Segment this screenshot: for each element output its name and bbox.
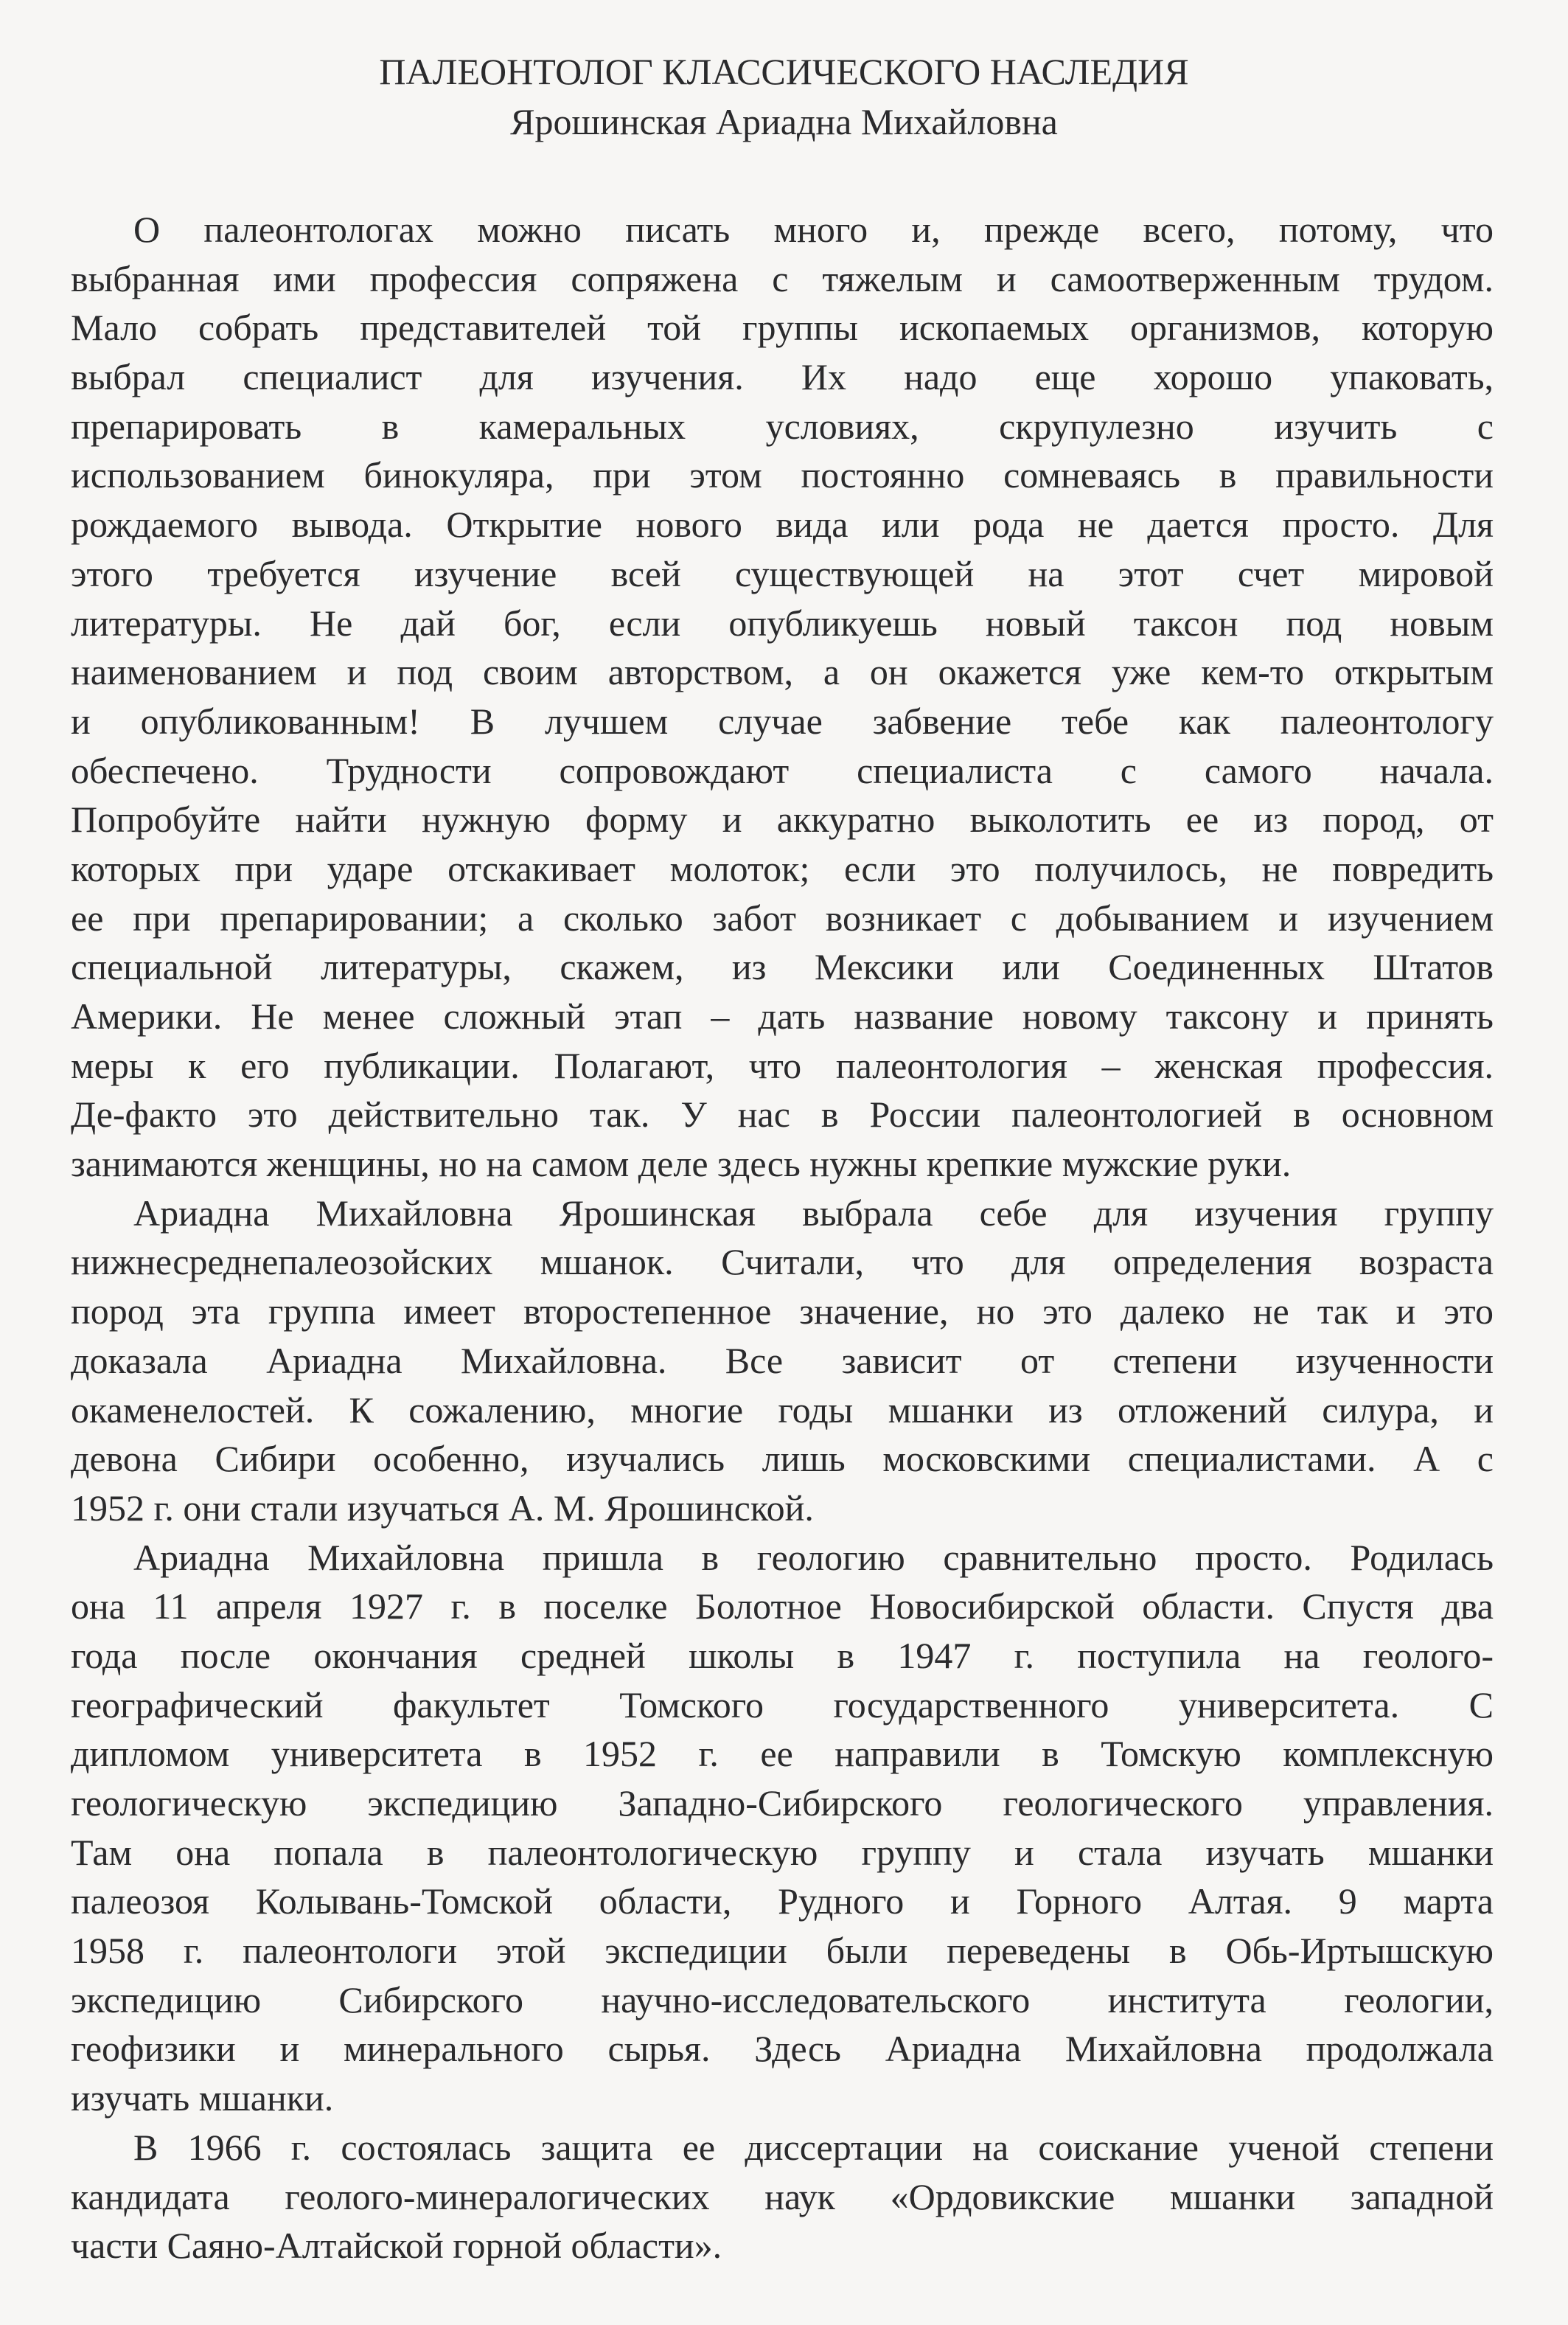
text-line: выбранная ими профессия сопряжена с тяжелым и самоотверженным трудом.: [71, 257, 1494, 299]
text-line: Ариадна Михайловна Ярошинская выбрала себе для изучения группу: [133, 1192, 1494, 1234]
paragraph: [71, 1533, 1494, 2123]
paragraph: [71, 2123, 1494, 2270]
document-title: ПАЛЕОНТОЛОГ КЛАССИЧЕСКОГО НАСЛЕДИЯ: [379, 51, 1189, 92]
text-line: она 11 апреля 1927 г. в поселке Болотное Новосибирской области. Спустя два: [71, 1585, 1494, 1627]
text-line: наименованием и под своим авторством, а он окажется уже кем-то открытым: [71, 651, 1494, 693]
text-line: географический факультет Томского государственного университета. С: [71, 1683, 1494, 1725]
text-line: препарировать в камеральных условиях, скрупулезно изучить с: [71, 405, 1494, 447]
text-line: дипломом университета в 1952 г. ее направили в Томскую комплексную: [71, 1733, 1494, 1775]
text-line: изучать мшанки.: [71, 2077, 334, 2119]
text-line: Америки. Не менее сложный этап – дать название новому таксону и принять: [71, 995, 1494, 1037]
text-line: окаменелостей. К сожалению, многие годы мшанки из отложений силура, и: [71, 1389, 1494, 1431]
text-line: палеозоя Колывань-Томской области, Рудного и Горного Алтая. 9 марта: [71, 1880, 1494, 1922]
text-line: части Саяно-Алтайской горной области».: [71, 2225, 722, 2267]
text-line: выбрал специалист для изучения. Их надо еще хорошо упаковать,: [71, 356, 1494, 398]
text-line: Там она попала в палеонтологическую группу и стала изучать мшанки: [71, 1831, 1494, 1873]
text-line: нижнесреднепалеозойских мшанок. Считали, что для определения возраста: [71, 1241, 1494, 1283]
text-line: геологическую экспедицию Западно-Сибирского геологического управления.: [71, 1782, 1494, 1824]
text-line: обеспечено. Трудности сопровождают специалиста с самого начала.: [71, 749, 1494, 791]
text-line: экспедицию Сибирского научно-исследовательского института геологии,: [71, 1978, 1494, 2020]
text-line: геофизики и минерального сырья. Здесь Ариадна Михайловна продолжала: [71, 2028, 1494, 2070]
paragraph: [71, 205, 1494, 1189]
text-line: Попробуйте найти нужную форму и аккуратно выколотить ее из пород, от: [71, 799, 1494, 841]
text-line: Мало собрать представителей той группы ископаемых организмов, которую: [71, 307, 1494, 349]
paragraph: [71, 1189, 1494, 1533]
text-line: использованием бинокуляра, при этом постоянно сомневаясь в правильности: [71, 454, 1494, 496]
text-line: специальной литературы, скажем, из Мексики или Соединенных Штатов: [71, 946, 1494, 988]
text-line: которых при ударе отскакивает молоток; если это получилось, не повредить: [71, 847, 1494, 889]
text-line: Де-факто это действительно так. У нас в России палеонтологией в основном: [71, 1094, 1494, 1136]
document-subtitle-author: Ярошинская Ариадна Михайловна: [510, 101, 1058, 142]
text-line: 1952 г. они стали изучаться А. М. Ярошинской.: [71, 1487, 814, 1529]
text-line: В 1966 г. состоялась защита ее диссертации на соискание ученой степени: [133, 2126, 1494, 2168]
text-line: кандидата геолого-минералогических наук «Ордовикские мшанки западной: [71, 2175, 1494, 2217]
text-line: 1958 г. палеонтологи этой экспедиции были переведены в Обь-Иртышскую: [71, 1930, 1494, 1972]
text-line: девона Сибири особенно, изучались лишь московскими специалистами. А с: [71, 1438, 1494, 1480]
text-line: литературы. Не дай бог, если опубликуешь новый таксон под новым: [71, 602, 1494, 644]
text-line: и опубликованным! В лучшем случае забвение тебе как палеонтологу: [71, 700, 1494, 742]
text-line: пород эта группа имеет второстепенное значение, но это далеко не так и это: [71, 1290, 1494, 1332]
text-line: Ариадна Михайловна пришла в геологию сравнительно просто. Родилась: [133, 1536, 1494, 1578]
text-line: доказала Ариадна Михайловна. Все зависит от степени изученности: [71, 1339, 1494, 1381]
text-line: года после окончания средней школы в 1947 г. поступила на геолого-: [71, 1634, 1494, 1676]
text-line: ее при препарировании; а сколько забот возникает с добыванием и изучением: [71, 897, 1494, 939]
text-line: занимаются женщины, но на самом деле здесь нужны крепкие мужские руки.: [71, 1143, 1292, 1185]
document-body: [71, 205, 1494, 2270]
text-line: меры к его публикации. Полагают, что палеонтология – женская профессия.: [71, 1044, 1494, 1086]
text-line: рождаемого вывода. Открытие нового вида или рода не дается просто. Для: [71, 504, 1494, 546]
text-line: О палеонтологах можно писать много и, прежде всего, потому, что: [133, 209, 1494, 250]
text-line: этого требуется изучение всей существующей на этот счет мировой: [71, 552, 1494, 594]
